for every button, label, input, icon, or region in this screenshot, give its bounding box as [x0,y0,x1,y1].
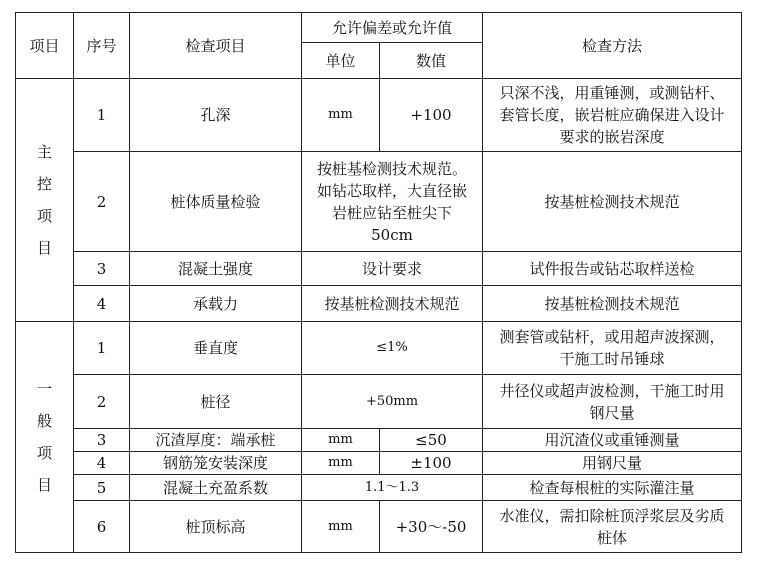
table-row [16,475,742,501]
group-general-char: 目 [36,476,52,494]
row-method [483,501,742,553]
inspection-table [15,12,742,553]
merged-line: 50cm [371,225,413,244]
row-value: ±100 [380,452,483,475]
header-unit: 单位 [302,43,380,79]
merged-line: 岩桩应钻至桩尖下 [332,203,453,222]
row-value: +30～-50 [380,501,483,553]
method-line: 井径仪或超声波检测，干施工时用 [499,381,725,400]
group-general-char: 一 [36,380,52,398]
row-method: 按基桩检测技术规范 [483,152,742,252]
row-item: 孔深 [130,79,302,152]
row-unit: mm [302,429,380,452]
row-no: 2 [74,375,130,429]
row-no: 3 [74,429,130,452]
row-method: 用沉渣仪或重锤测量 [483,429,742,452]
group-main-char: 控 [36,175,52,193]
merged-line: 如钻芯取样，大直径嵌 [317,181,468,200]
table-row [16,452,742,475]
row-unit: mm [302,452,380,475]
row-item: 混凝土强度 [130,252,302,286]
row-value: +100 [380,79,483,152]
row-item: 桩径 [130,375,302,429]
group-main-label [16,79,74,322]
row-method: 试件报告或钻芯取样送检 [483,252,742,286]
row-no: 3 [74,252,130,286]
group-general-label [16,322,74,553]
group-main-char: 目 [36,239,52,257]
row-item: 钢筋笼安装深度 [130,452,302,475]
row-merged-tolerance: +50mm [302,375,483,429]
method-line: 只深不浅，用重锤测，或测钻杆、 [499,84,725,102]
method-line: 测套管或钻杆，或用超声波探测， [499,328,725,346]
row-no: 5 [74,475,130,501]
group-main-char: 项 [36,207,52,225]
method-line: 套管长度，嵌岩桩应确保进入设计 [499,106,725,124]
row-no: 4 [74,452,130,475]
header-method: 检查方法 [483,13,742,79]
row-method [483,375,742,429]
table-row [16,79,742,152]
table-row [16,375,742,429]
header-item: 检查项目 [130,13,302,79]
table-row [16,429,742,452]
row-item: 承载力 [130,286,302,322]
merged-line: 按桩基检测技术规范。 [317,159,468,178]
method-line: 要求的嵌岩深度 [559,128,665,146]
row-unit: mm [302,501,380,553]
row-no: 4 [74,286,130,322]
table-row [16,501,742,553]
row-merged-tolerance: 1.1～1.3 [302,475,483,501]
row-merged-tolerance: ≤1% [302,322,483,375]
group-general-char: 般 [36,412,52,430]
row-item: 沉渣厚度：端承桩 [130,429,302,452]
row-no: 2 [74,152,130,252]
row-item: 桩顶标高 [130,501,302,553]
row-no: 1 [74,322,130,375]
inspection-table-wrapper [15,12,742,553]
row-method [483,79,742,152]
header-project: 项目 [16,13,74,79]
table-row [16,322,742,375]
row-method: 按基桩检测技术规范 [483,286,742,322]
row-merged-tolerance: 按基桩检测技术规范 [302,286,483,322]
table-row [16,252,742,286]
row-no: 1 [74,79,130,152]
method-line: 钢尺量 [589,403,635,422]
row-method: 用钢尺量 [483,452,742,475]
table-row [16,286,742,322]
header-index: 序号 [74,13,130,79]
row-merged-tolerance [302,152,483,252]
row-item: 垂直度 [130,322,302,375]
header-tolerance: 允许偏差或允许值 [302,13,483,43]
method-line: 桩体 [597,528,628,547]
method-line: 水准仪，需扣除桩顶浮浆层及劣质 [499,506,725,525]
row-merged-tolerance: 设计要求 [302,252,483,286]
table-row [16,152,742,252]
row-value: ≤50 [380,429,483,452]
row-unit: mm [302,79,380,152]
row-item: 混凝土充盈系数 [130,475,302,501]
method-line: 干施工时吊锤球 [559,350,665,368]
header-row-1 [16,13,742,43]
group-general-char: 项 [36,444,52,462]
row-no: 6 [74,501,130,553]
row-method [483,322,742,375]
row-item: 桩体质量检验 [130,152,302,252]
row-method: 检查每根桩的实际灌注量 [483,475,742,501]
group-main-char: 主 [36,143,52,161]
header-value: 数值 [380,43,483,79]
